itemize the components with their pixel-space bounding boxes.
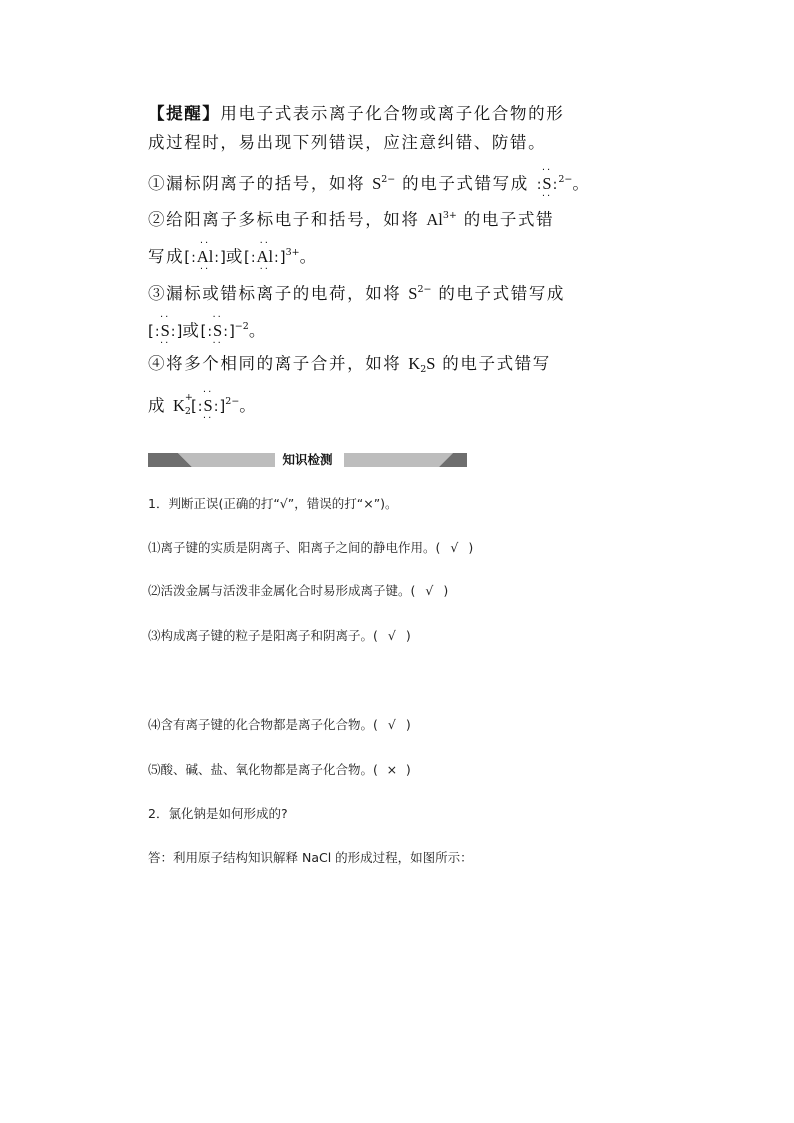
q1-item-5: ⑸酸、碱、盐、氧化物都是离子化合物。( × ) bbox=[148, 762, 411, 777]
electron-dot-s-4: ·· S ·· bbox=[202, 387, 214, 424]
q1-answer-5: × bbox=[386, 762, 398, 777]
q1-answer-1: √ bbox=[450, 540, 459, 555]
electron-dot-al-2: ·· Al ·· bbox=[256, 238, 274, 275]
electron-dot-al-1: ·· Al ·· bbox=[196, 238, 214, 275]
tip-line-8: ④将多个相同的离子合并，如将 $K_2S$ 的电子式错写 bbox=[148, 354, 551, 375]
section-banner bbox=[148, 453, 467, 467]
electron-dot-s-3: ·· S ·· bbox=[212, 312, 223, 349]
q1-item-3: ⑶构成离子键的粒子是阳离子和阴离子。( √ ) bbox=[148, 628, 411, 643]
tip-line-6: ③漏标或错标离子的电荷，如将 $S^{2-}$ 的电子式错写成 bbox=[148, 284, 566, 303]
tip-line-1: 【提醒】用电子式表示离子化合物或离子化合物的形 bbox=[148, 104, 565, 123]
q1-answer-2: √ bbox=[425, 583, 434, 598]
q1-answer-4: √ bbox=[387, 717, 396, 732]
section-title: 知识检测 bbox=[282, 452, 333, 467]
q1-item-4: ⑷含有离子键的化合物都是离子化合物。( √ ) bbox=[148, 717, 411, 732]
q1-item-2: ⑵活泼金属与活泼非金属化合时易形成离子键。( √ ) bbox=[148, 583, 449, 598]
tip-line-9: 成 K + $_2$[: ·· S ·· :]$^{2-}$。 bbox=[148, 387, 258, 424]
q1-stem: 1．判断正误(正确的打“√”，错误的打“×”)。 bbox=[148, 496, 398, 511]
electron-dot-s-2: ·· S ·· bbox=[159, 312, 171, 349]
q2-answer: 答：利用原子结构知识解释 NaCl 的形成过程，如图所示： bbox=[148, 850, 473, 865]
tip-line-5: 写成[: ·· Al ·· :]或[: ·· Al ·· :]$^{3+}$。 bbox=[148, 238, 318, 275]
q1-item-1: ⑴离子键的实质是阴离子、阳离子之间的静电作用。( √ ) bbox=[148, 540, 474, 555]
q2-stem: 2．氯化钠是如何形成的? bbox=[148, 806, 288, 821]
q1-answer-3: √ bbox=[387, 628, 396, 643]
tip-line-3: ①漏标阴离子的括号，如将 $S^{2-}$ 的电子式错写成 : ·· S ·· :$^{2-}$。 bbox=[148, 165, 591, 202]
tip-line-4: ②给阳离子多标电子和括号，如将 $Al^{3+}$ 的电子式错 bbox=[148, 210, 555, 229]
electron-dot-s: ·· S ·· bbox=[541, 165, 553, 202]
tip-heading: 【提醒】 bbox=[148, 104, 221, 123]
tip-line-2: 成过程时，易出现下列错误，应注意纠错、防错。 bbox=[148, 133, 547, 152]
tip-line-7: [: ·· S ·· :]或[: ·· S ·· :]$^{-2}$。 bbox=[148, 312, 267, 349]
